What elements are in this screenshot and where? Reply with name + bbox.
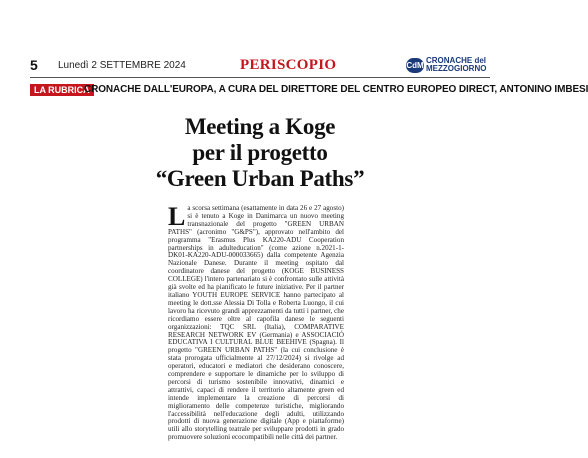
article-title [150, 114, 370, 192]
drop-cap: L [168, 202, 186, 231]
article-text: a scorsa settimana (esattamente in data 26 e 27 agosto) si è tenuto a Koge in Danimarca un nuovo meeting transnazionale del progetto "GREEN URBAN PATHS" (acronimo "G&PS"), approvato nell'ambito del programma "Erasmus Plus KA220-ADU Cooperation partnerships in adulteducation" (come azione n.2021-1-DK01-KA220-ADU-000033665) dalla competente Agenzia Nazionale Danese. Durante il meeting ospitato dal coordinatore danese del progetto (KOGE BUSINESS COLLEGE) l'intero partenariato si è confrontato sulle attività già svolte ed ha pianificato le future iniziative. Per il partner italiano YOUTH EUROPE SERVICE hanno partecipato al meeting le dott.sse Alessia Di Tolla e Roberta Luongo, il cui lavoro ha ricevuto grandi apprezzamenti da tutti i partner, che ricordiamo essere oltre al capofila danese le seguenti organizzazioni: TQC SRL (Italia), COMPARATIVE RESEARCH NETWORK EV (Germania) e ASSOCIACIÓ EDUCATIVA I CULTURAL BLUE BEEHIVE (Spagna). Il progetto "GREEN URBAN PATHS" (la cui conclusione è stata prorogata ufficialmente al 27/12/2024) si rivolge ad operatori, educatori e mediatori che desiderano conoscere, comprendere e supportare le dinamiche per lo sviluppo di percorsi di turismo sostenibile innovativi, dinamici e attrattivi, capaci di rendere il territorio altamente green ed intende implementare la creazione di percorsi di miglioramento delle competenze turistiche, migliorando l'accessibilità nell'educazione degli adulti, utilizzando prodotti di nuova generazione digitale (App e piattaforme) utili allo storytelling teatrale per sviluppare prodotti in grado promuovere soluzioni ecocompatibili nelle città dei partner. [168, 204, 344, 442]
page-number: 5 [30, 57, 38, 73]
logo-name [426, 57, 486, 73]
rubric-text: CRONACHE DALL'EUROPA, A CURA DEL DIRETTORE DEL CENTRO EUROPEO DIRECT, ANTONINO IMBESI [84, 84, 588, 95]
rubric-tag: LA RUBRICA [30, 84, 94, 96]
article-body [168, 202, 344, 442]
newspaper-logo [406, 57, 486, 75]
title-line-2: per il progetto [192, 140, 328, 165]
logo-mark-icon: CdM [406, 58, 424, 73]
logo-line-2: MEZZOGIORNO [426, 64, 487, 73]
title-line-3: “Green Urban Paths” [155, 166, 365, 191]
issue-date: Lunedì 2 SETTEMBRE 2024 [58, 60, 186, 71]
page-header [0, 56, 499, 76]
title-line-1: Meeting a Koge [184, 114, 336, 139]
section-title: PERISCOPIO [240, 57, 337, 73]
rubric-bar [30, 83, 588, 99]
logo-line-1: CRONACHE del [426, 56, 487, 65]
header-divider [30, 77, 490, 78]
